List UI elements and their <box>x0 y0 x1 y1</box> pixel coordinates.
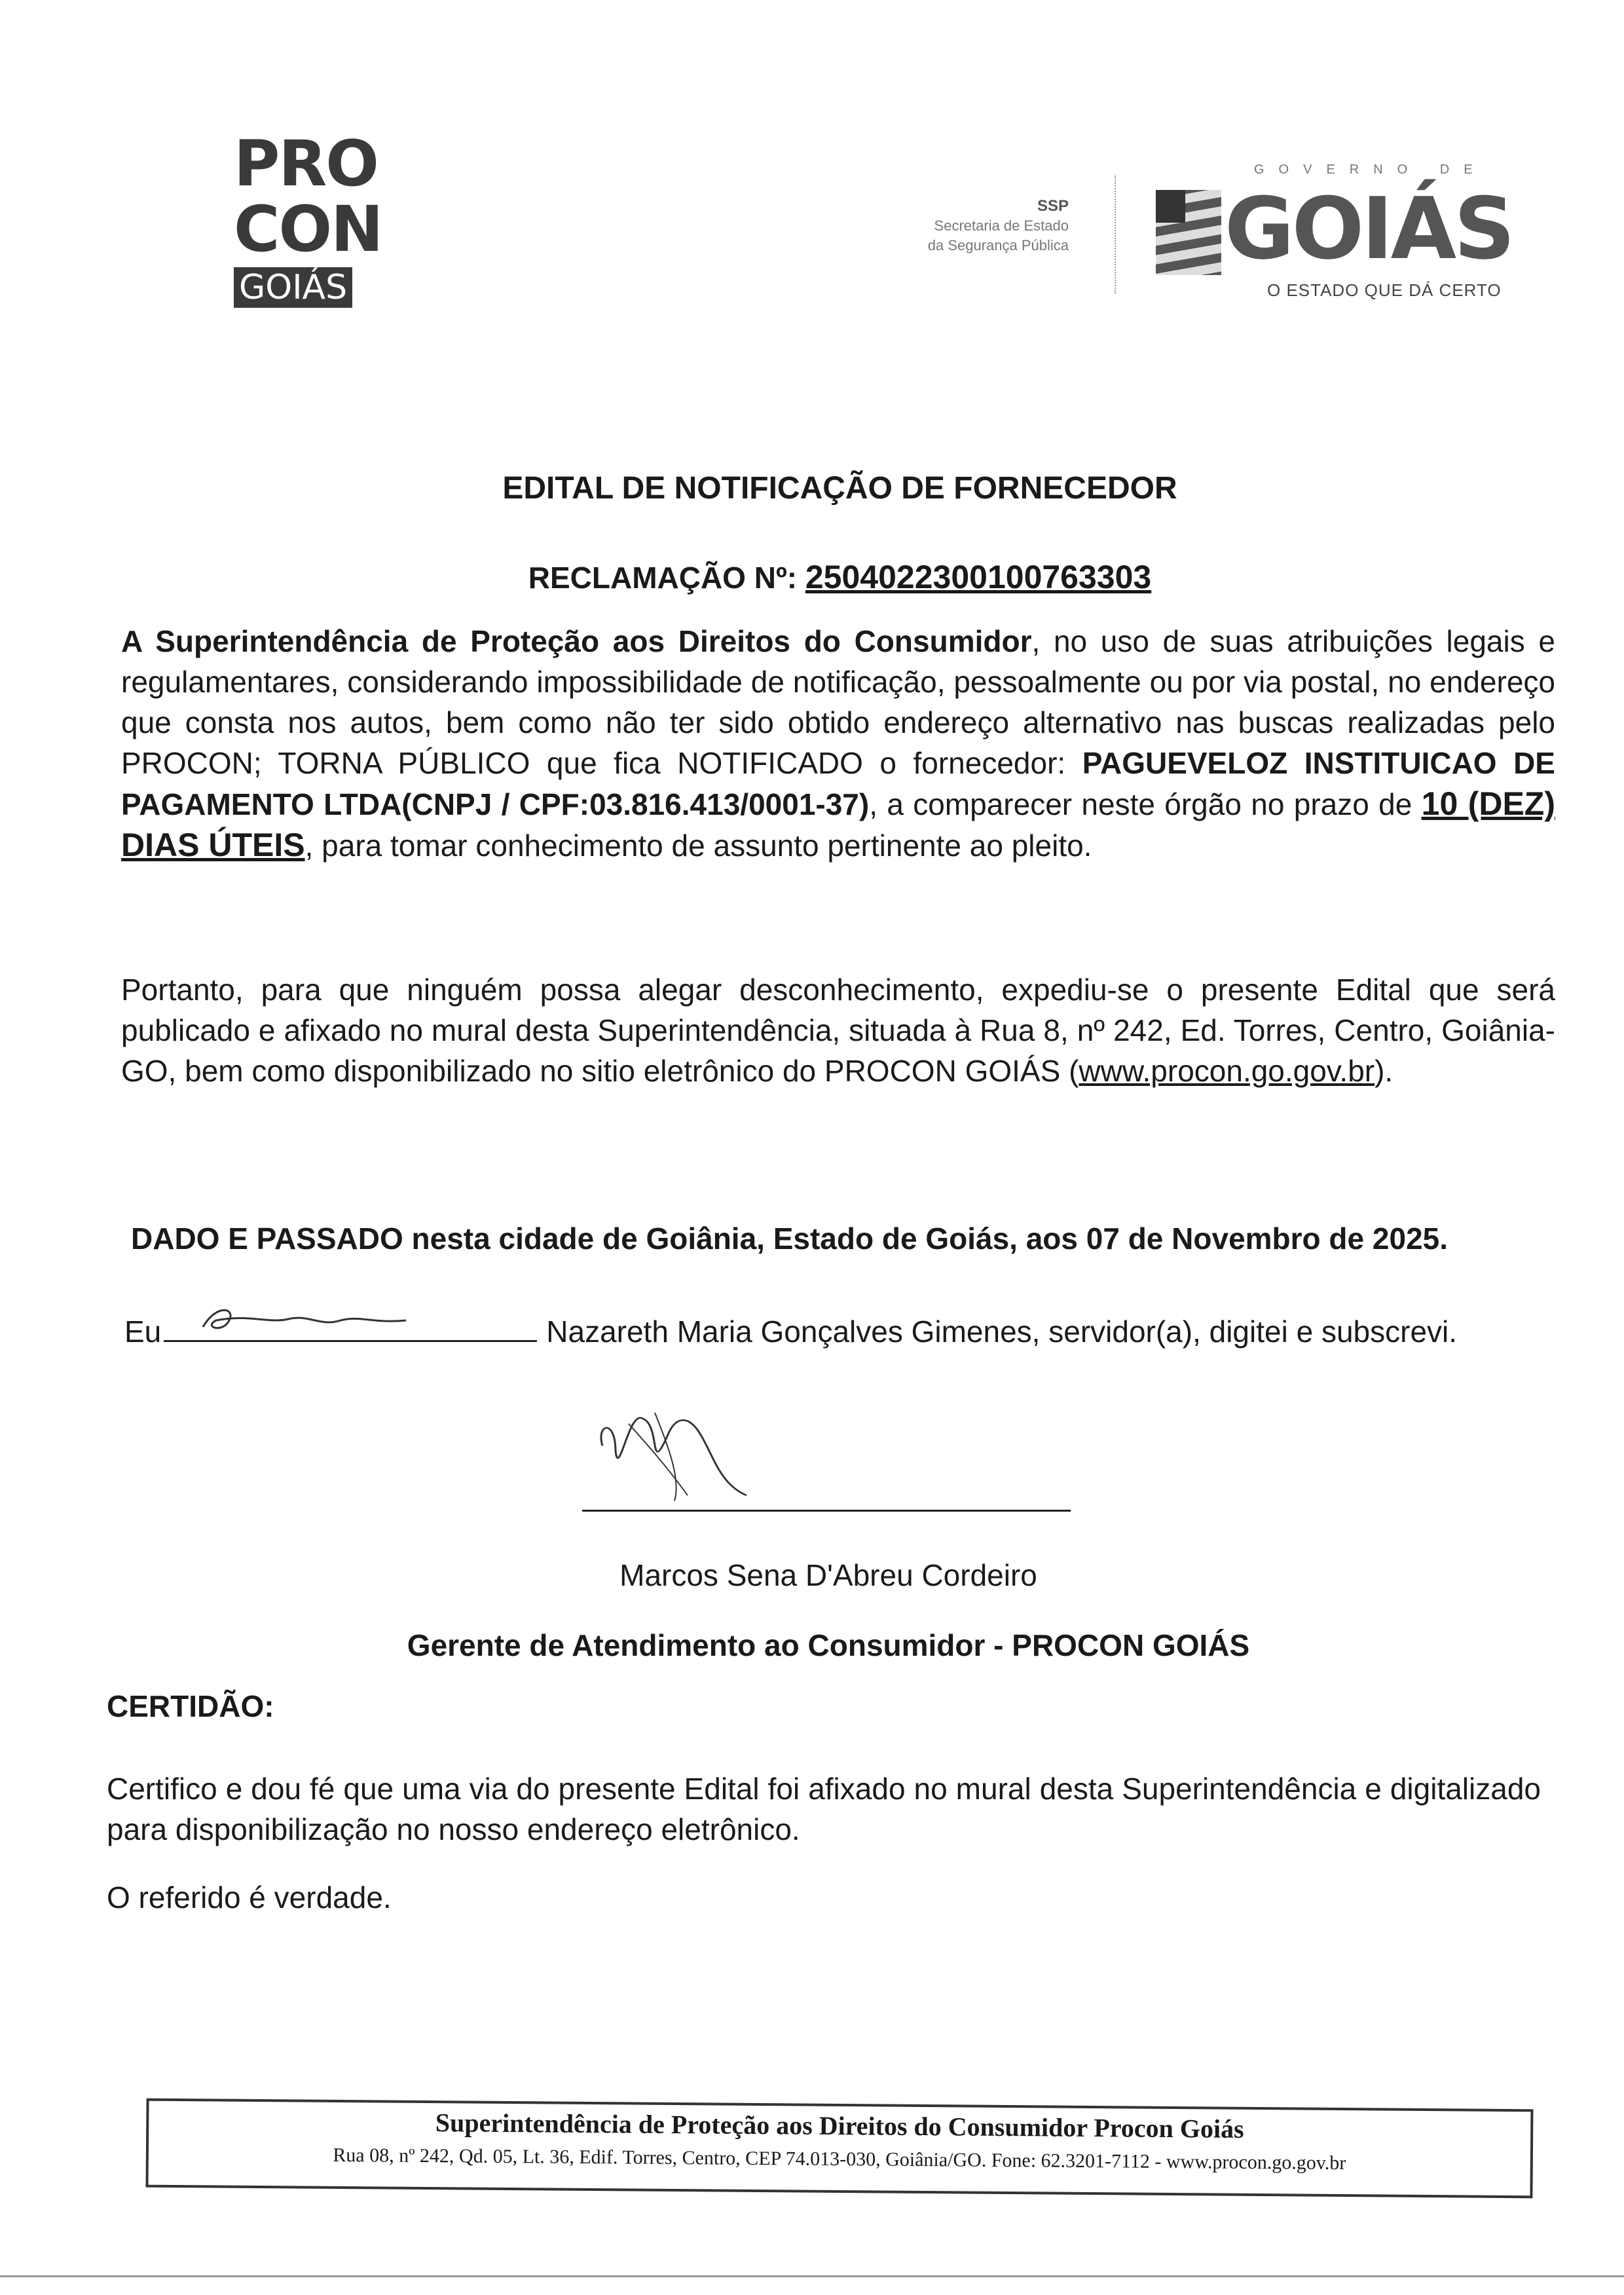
flag-icon <box>1156 190 1221 275</box>
certidao-heading: CERTIDÃO: <box>107 1689 274 1723</box>
procon-goias-logo: PRO CON GOIÁS <box>234 127 382 307</box>
footer-box: Superintendência de Proteção aos Direitos do Consumidor Procon Goiás Rua 08, nº 242, Qd. 05, Lt. 36, Edif. Torres, Centro, CEP 74.013-030, Goiânia/GO. Fone: 62.3201-7112 - www.procon.go.gov.br <box>145 2099 1533 2199</box>
signer-name: Marcos Sena D'Abreu Cordeiro <box>619 1558 1037 1592</box>
notification-paragraph: A Superintendência de Proteção aos Direitos do Consumidor, no uso de suas atribuições legais e regulamentares, considerando impossibilidade de notificação, pessoalmente ou por via postal, no endereço que consta nos autos, bem como não ter sido obtido endereço alternativo nas buscas realizadas pelo PROCON; TORNA PÚBLICO que fica NOTIFICADO o fornecedor: PAGUEVELOZ INSTITUICAO DE PAGAMENTO LTDA(CNPJ / CPF:03.816.413/0001-37), a comparecer neste órgão no prazo de 10 (DEZ) DIAS ÚTEIS, para tomar conhecimento de assunto pertinente ao pleito. <box>121 624 1555 863</box>
typist-signature <box>164 1314 537 1342</box>
governo-goias-logo: GOVERNO DE GOIÁS O ESTADO QUE DÁ CERTO <box>1156 160 1562 311</box>
procon-link[interactable]: www.procon.go.gov.br <box>1079 1054 1375 1088</box>
page-edge-line <box>0 2275 1624 2277</box>
signature-line <box>582 1510 1071 1512</box>
logo-divider <box>1115 176 1116 293</box>
signer-role: Gerente de Atendimento ao Consumidor - PROCON GOIÁS <box>407 1628 1250 1662</box>
closing-statement: O referido é verdade. <box>107 1880 392 1914</box>
publication-paragraph: Portanto, para que ninguém possa alegar desconhecimento, expediu-se o presente Edital que será publicado e afixado no mural desta Superintendência, situada à Rua 8, nº 242, Ed. Torres, Centro, Goiânia-GO, bem como disponibilizado no sitio eletrônico do PROCON GOIÁS (www.procon.go.gov.br). <box>121 973 1555 1088</box>
dated-statement: DADO E PASSADO nesta cidade de Goiânia, Estado de Goiás, aos 07 de Novembro de 2025. <box>131 1222 1449 1256</box>
manager-signature <box>589 1402 786 1506</box>
ssp-logo: SSP Secretaria de Estado da Segurança Pública <box>927 197 1069 253</box>
typist-line: Eu Nazareth Maria Gonçalves Gimenes, servidor(a), digitei e subscrevi. <box>124 1314 1457 1349</box>
certidao-text: Certifico e dou fé que uma via do presente Edital foi afixado no mural desta Superintendência e digitalizado para disponibilização no nosso endereço eletrônico. <box>107 1772 1541 1846</box>
document-title: EDITAL DE NOTIFICAÇÃO DE FORNECEDOR <box>502 471 1177 506</box>
reclamacao-number: RECLAMAÇÃO Nº: 2504022300100763303 <box>528 559 1152 595</box>
